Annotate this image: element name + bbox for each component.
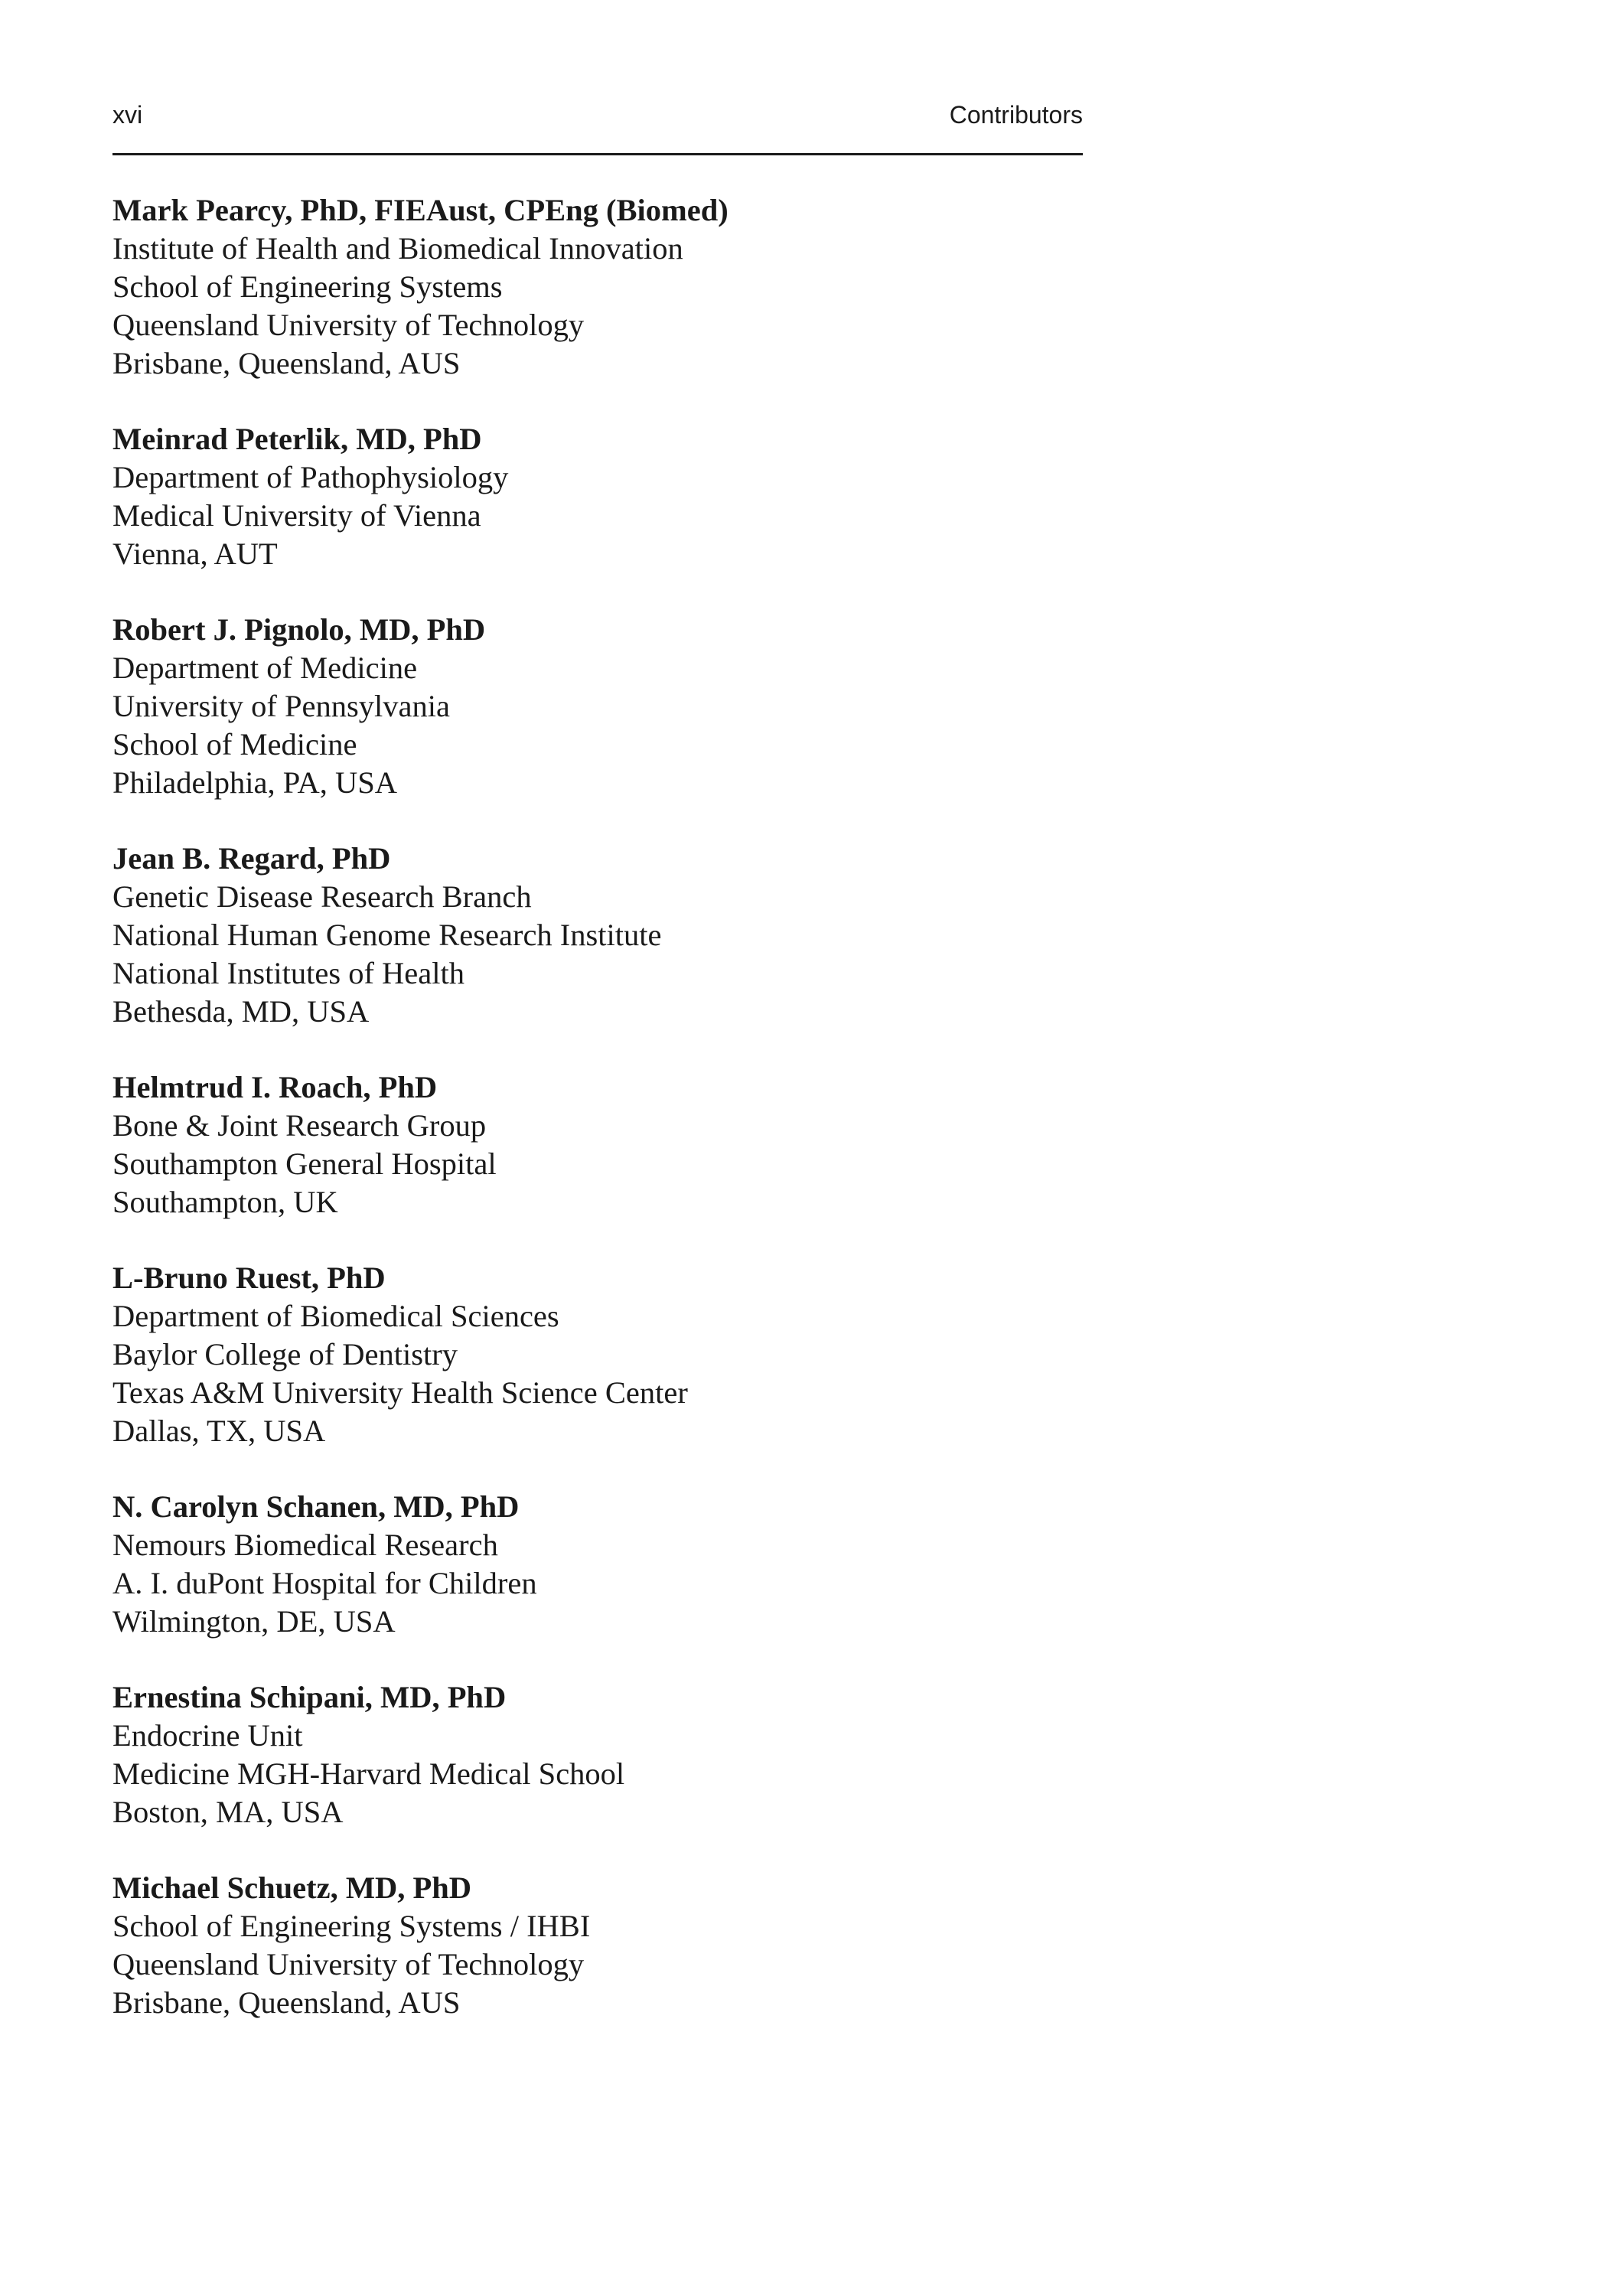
contributor-entry [112,840,1083,1031]
affiliation-line: Genetic Disease Research Branch [112,879,532,914]
affiliation-line: Queensland University of Technology [112,308,585,342]
contributor-name: Jean B. Regard, PhD [112,841,391,876]
affiliation-line: A. I. duPont Hospital for Children [112,1566,537,1600]
affiliation-line: School of Engineering Systems [112,269,503,304]
affiliation-line: Brisbane, Queensland, AUS [112,346,461,380]
contributor-entry [112,420,1083,573]
contributor-name: Michael Schuetz, MD, PhD [112,1870,472,1905]
affiliation-line: Endocrine Unit [112,1718,303,1753]
affiliation-line: Brisbane, Queensland, AUS [112,1985,461,2020]
contributor-name: L-Bruno Ruest, PhD [112,1261,386,1295]
running-head [112,98,1083,155]
contributor-name: Ernestina Schipani, MD, PhD [112,1680,507,1714]
contributor-entry [112,1869,1083,2022]
affiliation-line: University of Pennsylvania [112,689,450,723]
contributors-list [112,191,1083,2060]
contributor-entry [112,1259,1083,1450]
contributor-entry [112,191,1083,383]
contributor-name: Mark Pearcy, PhD, FIEAust, CPEng (Biomed) [112,193,729,227]
contributor-entry [112,1678,1083,1831]
affiliation-line: Baylor College of Dentistry [112,1337,458,1371]
affiliation-line: Boston, MA, USA [112,1795,344,1829]
affiliation-line: Nemours Biomedical Research [112,1528,498,1562]
affiliation-line: Southampton General Hospital [112,1146,497,1181]
affiliation-line: Department of Biomedical Sciences [112,1299,559,1333]
affiliation-line: Philadelphia, PA, USA [112,765,398,800]
contributor-name: Meinrad Peterlik, MD, PhD [112,422,482,456]
affiliation-line: Bone & Joint Research Group [112,1108,487,1143]
affiliation-line: Institute of Health and Biomedical Innovation [112,231,683,266]
affiliation-line: Medicine MGH-Harvard Medical School [112,1756,625,1791]
contributor-name: Robert J. Pignolo, MD, PhD [112,612,486,647]
affiliation-line: Department of Medicine [112,651,418,685]
contributor-name: Helmtrud I. Roach, PhD [112,1070,438,1104]
affiliation-line: National Institutes of Health [112,956,465,990]
affiliation-line: Dallas, TX, USA [112,1414,326,1448]
contributor-name: N. Carolyn Schanen, MD, PhD [112,1489,520,1524]
contributor-entry [112,1068,1083,1221]
affiliation-line: Southampton, UK [112,1185,338,1219]
section-title: Contributors [949,101,1083,129]
affiliation-line: National Human Genome Research Institute [112,918,662,952]
affiliation-line: Vienna, AUT [112,536,278,571]
affiliation-line: Texas A&M University Health Science Center [112,1375,688,1410]
affiliation-line: School of Medicine [112,727,357,762]
contributor-entry [112,1488,1083,1641]
affiliation-line: Bethesda, MD, USA [112,994,370,1029]
affiliation-line: Wilmington, DE, USA [112,1604,396,1639]
affiliation-line: School of Engineering Systems / IHBI [112,1909,591,1943]
affiliation-line: Department of Pathophysiology [112,460,509,494]
contributor-entry [112,611,1083,802]
affiliation-line: Queensland University of Technology [112,1947,585,1981]
page-number: xvi [112,101,143,129]
affiliation-line: Medical University of Vienna [112,498,481,533]
